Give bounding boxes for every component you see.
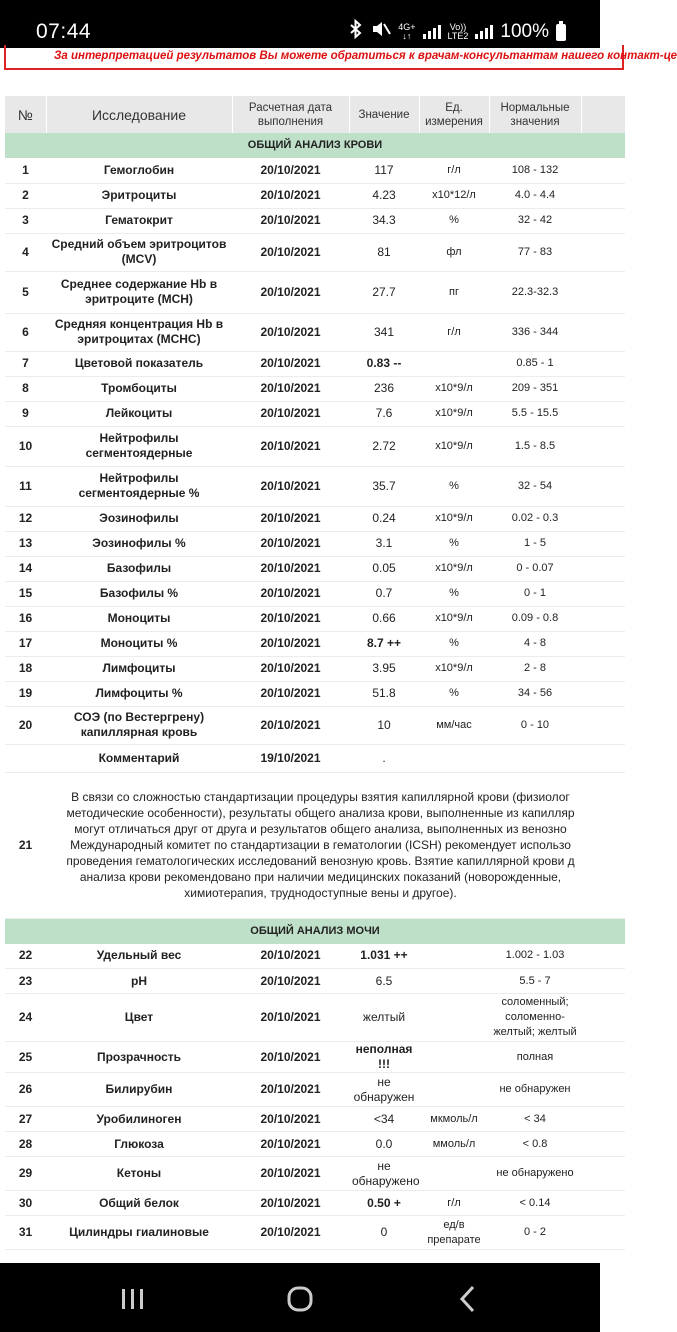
test-norm: 4 - 8 <box>489 631 581 656</box>
test-norm: 1.002 - 1.03 <box>489 944 581 969</box>
test-name: Среднее содержание Hb в эритроците (MCH) <box>46 271 232 313</box>
test-norm: 209 - 351 <box>489 376 581 401</box>
row-extra <box>581 1216 625 1250</box>
table-row <box>5 531 625 556</box>
test-date: 20/10/2021 <box>232 606 349 631</box>
bluetooth-icon <box>348 20 364 44</box>
row-number: 21 <box>5 772 46 918</box>
test-unit: г/л <box>419 1191 489 1216</box>
test-date: 20/10/2021 <box>232 376 349 401</box>
test-name: Средняя концентрация Hb в эритроцитах (MCHC) <box>46 313 232 351</box>
navigation-bar <box>0 1263 600 1332</box>
test-value: 6.5 <box>349 969 419 994</box>
test-date: 20/10/2021 <box>232 681 349 706</box>
test-norm: не обнаружен <box>489 1073 581 1107</box>
test-date: 20/10/2021 <box>232 466 349 506</box>
test-unit <box>419 744 489 772</box>
header-norm: Нормальные значения <box>489 96 581 133</box>
row-number: 14 <box>5 556 46 581</box>
test-name: Эозинофилы % <box>46 531 232 556</box>
row-number: 31 <box>5 1216 46 1250</box>
row-extra <box>581 1107 625 1132</box>
test-date: 20/10/2021 <box>232 1216 349 1250</box>
test-value: . <box>349 744 419 772</box>
test-norm: 22.3-32.3 <box>489 271 581 313</box>
test-date: 20/10/2021 <box>232 656 349 681</box>
test-value: 34.3 <box>349 208 419 233</box>
test-date: 20/10/2021 <box>232 208 349 233</box>
comment-line: химиотерапия, труднодоступные вены и другое). <box>184 886 457 900</box>
test-norm: 336 - 344 <box>489 313 581 351</box>
test-name: Эритроциты <box>46 183 232 208</box>
test-norm: не обнаружено <box>489 1157 581 1191</box>
comment-line: В связи со сложностью стандартизации процедуры взятия капиллярной крови (физиолог <box>71 790 570 804</box>
test-name: Цвет <box>46 994 232 1042</box>
test-unit: x10*9/л <box>419 506 489 531</box>
test-norm <box>489 744 581 772</box>
test-value: желтый <box>349 994 419 1042</box>
test-name: СОЭ (по Вестергрену) капиллярная кровь <box>46 706 232 744</box>
row-extra <box>581 426 625 466</box>
table-row <box>5 1191 625 1216</box>
test-unit: x10*9/л <box>419 606 489 631</box>
row-extra <box>581 183 625 208</box>
test-value: 0.66 <box>349 606 419 631</box>
test-norm: < 0.8 <box>489 1132 581 1157</box>
test-unit: x10*9/л <box>419 556 489 581</box>
test-date: 20/10/2021 <box>232 994 349 1042</box>
test-value: 0.83 -- <box>349 351 419 376</box>
test-unit: % <box>419 466 489 506</box>
table-row <box>5 158 625 183</box>
test-unit: мм/час <box>419 706 489 744</box>
row-number: 12 <box>5 506 46 531</box>
test-norm: соломенный; соломенно-желтый; желтый <box>489 994 581 1042</box>
row-number: 11 <box>5 466 46 506</box>
test-norm: 34 - 56 <box>489 681 581 706</box>
table-row <box>5 969 625 994</box>
test-value: 3.1 <box>349 531 419 556</box>
test-name: Гемоглобин <box>46 158 232 183</box>
recent-apps-icon <box>113 1281 153 1317</box>
row-extra <box>581 969 625 994</box>
table-row <box>5 351 625 376</box>
table-row <box>5 1107 625 1132</box>
mute-icon <box>371 20 391 44</box>
test-name: Базофилы % <box>46 581 232 606</box>
section-blood <box>5 133 625 158</box>
clock: 07:44 <box>36 20 92 43</box>
row-number: 8 <box>5 376 46 401</box>
table-row <box>5 1216 625 1250</box>
row-extra <box>581 506 625 531</box>
test-unit: x10*9/л <box>419 426 489 466</box>
status-icons <box>348 20 566 44</box>
row-number: 16 <box>5 606 46 631</box>
row-extra <box>581 401 625 426</box>
row-extra <box>581 233 625 271</box>
table-row <box>5 744 625 772</box>
test-name: Тромбоциты <box>46 376 232 401</box>
row-number <box>5 744 46 772</box>
test-norm: 0 - 0.07 <box>489 556 581 581</box>
test-value: 8.7 ++ <box>349 631 419 656</box>
test-name: Моноциты % <box>46 631 232 656</box>
row-number: 17 <box>5 631 46 656</box>
comment-line: могут отличаться друг от друга и результатов общего анализа, выполненных из венозно <box>74 822 567 836</box>
test-value: 35.7 <box>349 466 419 506</box>
test-name: Лимфоциты <box>46 656 232 681</box>
test-name: Уробилиноген <box>46 1107 232 1132</box>
test-date: 19/10/2021 <box>232 744 349 772</box>
table-row <box>5 631 625 656</box>
test-value: 1.031 ++ <box>349 944 419 969</box>
test-date: 20/10/2021 <box>232 581 349 606</box>
row-number: 7 <box>5 351 46 376</box>
test-norm: 0 - 10 <box>489 706 581 744</box>
test-value: 3.95 <box>349 656 419 681</box>
table-row <box>5 401 625 426</box>
test-norm: 0.02 - 0.3 <box>489 506 581 531</box>
row-extra <box>581 1191 625 1216</box>
table-row <box>5 1073 625 1107</box>
row-number: 5 <box>5 271 46 313</box>
section-title: ОБЩИЙ АНАЛИЗ КРОВИ <box>5 133 625 158</box>
test-value: 81 <box>349 233 419 271</box>
test-unit: г/л <box>419 313 489 351</box>
test-date: 20/10/2021 <box>232 183 349 208</box>
test-date: 20/10/2021 <box>232 1042 349 1073</box>
test-norm: полная <box>489 1042 581 1073</box>
row-number: 30 <box>5 1191 46 1216</box>
row-extra <box>581 581 625 606</box>
row-extra <box>581 606 625 631</box>
test-date: 20/10/2021 <box>232 351 349 376</box>
test-name: Нейтрофилы сегментоядерные % <box>46 466 232 506</box>
row-extra <box>581 1073 625 1107</box>
row-number: 20 <box>5 706 46 744</box>
test-value: 7.6 <box>349 401 419 426</box>
results-table-wrapper[interactable] <box>5 96 625 1250</box>
row-extra <box>581 158 625 183</box>
table-row <box>5 656 625 681</box>
row-number: 6 <box>5 313 46 351</box>
test-value: 2.72 <box>349 426 419 466</box>
test-name: Удельный вес <box>46 944 232 969</box>
row-number: 3 <box>5 208 46 233</box>
table-row <box>5 581 625 606</box>
test-name: Моноциты <box>46 606 232 631</box>
test-norm: < 0.14 <box>489 1191 581 1216</box>
test-date: 20/10/2021 <box>232 271 349 313</box>
test-norm: 5.5 - 15.5 <box>489 401 581 426</box>
row-number: 13 <box>5 531 46 556</box>
test-date: 20/10/2021 <box>232 556 349 581</box>
test-name: Средний объем эритроцитов (MCV) <box>46 233 232 271</box>
test-value: 0.0 <box>349 1132 419 1157</box>
test-date: 20/10/2021 <box>232 506 349 531</box>
signal-icon-1 <box>423 25 441 39</box>
test-date: 20/10/2021 <box>232 426 349 466</box>
row-extra <box>581 531 625 556</box>
battery-icon <box>556 24 566 41</box>
row-number: 24 <box>5 994 46 1042</box>
row-number: 10 <box>5 426 46 466</box>
table-row <box>5 1157 625 1191</box>
row-number: 2 <box>5 183 46 208</box>
test-value: 0.50 + <box>349 1191 419 1216</box>
test-name: Нейтрофилы сегментоядерные <box>46 426 232 466</box>
section-urine <box>5 918 625 944</box>
consultation-notice: За интерпретацией результатов Вы можете обратиться к врачам-консультантам нашего контакт-це <box>4 45 624 70</box>
back-button[interactable] <box>448 1281 488 1317</box>
table-row <box>5 183 625 208</box>
test-unit: фл <box>419 233 489 271</box>
test-unit: % <box>419 531 489 556</box>
test-name: Цветовой показатель <box>46 351 232 376</box>
comment-line: анализа крови рекомендовано при наличии медицинских показаний (новорожденные, <box>79 870 562 884</box>
comment-text <box>46 772 625 918</box>
row-number: 1 <box>5 158 46 183</box>
test-name: Кетоны <box>46 1157 232 1191</box>
network-type-icon: 4G+ ↓↑ <box>398 22 416 41</box>
table-row <box>5 233 625 271</box>
volte-icon: Vo)) LTE2 <box>447 22 469 41</box>
table-row <box>5 681 625 706</box>
table-header <box>5 96 625 133</box>
test-date: 20/10/2021 <box>232 944 349 969</box>
test-value: 0.05 <box>349 556 419 581</box>
test-unit: x10*9/л <box>419 656 489 681</box>
test-unit <box>419 1157 489 1191</box>
test-value: 51.8 <box>349 681 419 706</box>
row-number: 29 <box>5 1157 46 1191</box>
table-row <box>5 994 625 1042</box>
row-extra <box>581 706 625 744</box>
row-extra <box>581 351 625 376</box>
row-extra <box>581 1157 625 1191</box>
row-extra <box>581 271 625 313</box>
test-unit: % <box>419 581 489 606</box>
test-value: 10 <box>349 706 419 744</box>
test-name: Цилиндры гиалиновые <box>46 1216 232 1250</box>
test-value: 341 <box>349 313 419 351</box>
row-number: 19 <box>5 681 46 706</box>
test-norm: 1 - 5 <box>489 531 581 556</box>
header-num: № <box>5 96 46 133</box>
test-value: 117 <box>349 158 419 183</box>
section-title: ОБЩИЙ АНАЛИЗ МОЧИ <box>5 918 625 944</box>
test-date: 20/10/2021 <box>232 401 349 426</box>
test-norm: < 34 <box>489 1107 581 1132</box>
test-date: 20/10/2021 <box>232 1132 349 1157</box>
comment-line: методические особенности), результаты общего анализа крови, выполненные из капилляр <box>66 806 575 820</box>
table-row <box>5 606 625 631</box>
recent-apps-button[interactable] <box>113 1281 153 1317</box>
row-extra <box>581 631 625 656</box>
test-unit <box>419 994 489 1042</box>
test-unit: г/л <box>419 158 489 183</box>
table-row <box>5 944 625 969</box>
test-norm: 5.5 - 7 <box>489 969 581 994</box>
row-number: 27 <box>5 1107 46 1132</box>
test-unit: мкмоль/л <box>419 1107 489 1132</box>
test-norm: 0 - 2 <box>489 1216 581 1250</box>
table-row <box>5 426 625 466</box>
back-icon <box>448 1281 488 1317</box>
test-name: Прозрачность <box>46 1042 232 1073</box>
test-date: 20/10/2021 <box>232 313 349 351</box>
table-row <box>5 313 625 351</box>
test-date: 20/10/2021 <box>232 1107 349 1132</box>
test-value: не обнаружено <box>349 1157 419 1191</box>
status-bar <box>0 0 600 48</box>
row-number: 9 <box>5 401 46 426</box>
table-row <box>5 1132 625 1157</box>
row-extra <box>581 656 625 681</box>
test-date: 20/10/2021 <box>232 531 349 556</box>
row-extra <box>581 944 625 969</box>
row-number: 26 <box>5 1073 46 1107</box>
table-row <box>5 271 625 313</box>
test-date: 20/10/2021 <box>232 1191 349 1216</box>
comment-line: Международный комитет по стандартизации в гематологии (ICSH) рекомендует использо <box>70 838 571 852</box>
test-norm: 32 - 54 <box>489 466 581 506</box>
table-row <box>5 706 625 744</box>
table-row <box>5 208 625 233</box>
row-extra <box>581 466 625 506</box>
test-name: Комментарий <box>46 744 232 772</box>
test-date: 20/10/2021 <box>232 1073 349 1107</box>
row-number: 22 <box>5 944 46 969</box>
row-number: 18 <box>5 656 46 681</box>
table-row <box>5 376 625 401</box>
test-name: Глюкоза <box>46 1132 232 1157</box>
row-extra <box>581 681 625 706</box>
home-button[interactable] <box>280 1281 320 1317</box>
row-number: 15 <box>5 581 46 606</box>
table-row <box>5 466 625 506</box>
header-date: Расчетная дата выполнения <box>232 96 349 133</box>
test-name: Лимфоциты % <box>46 681 232 706</box>
test-date: 20/10/2021 <box>232 706 349 744</box>
test-value: 27.7 <box>349 271 419 313</box>
table-row <box>5 506 625 531</box>
test-norm: 0 - 1 <box>489 581 581 606</box>
test-name: pH <box>46 969 232 994</box>
test-value: <34 <box>349 1107 419 1132</box>
test-value: 4.23 <box>349 183 419 208</box>
test-date: 20/10/2021 <box>232 631 349 656</box>
test-norm: 108 - 132 <box>489 158 581 183</box>
header-unit: Ед. измерения <box>419 96 489 133</box>
test-value: не обнаружен <box>349 1073 419 1107</box>
home-icon <box>280 1281 320 1317</box>
comment-row <box>5 772 625 918</box>
test-date: 20/10/2021 <box>232 233 349 271</box>
table-row <box>5 1042 625 1073</box>
test-value: 236 <box>349 376 419 401</box>
test-norm: 0.85 - 1 <box>489 351 581 376</box>
test-norm: 1.5 - 8.5 <box>489 426 581 466</box>
test-date: 20/10/2021 <box>232 1157 349 1191</box>
header-extra <box>581 96 625 133</box>
test-value: 0.24 <box>349 506 419 531</box>
test-name: Общий белок <box>46 1191 232 1216</box>
row-extra <box>581 994 625 1042</box>
battery-percent: 100% <box>500 21 549 42</box>
test-value: неполная !!! <box>349 1042 419 1073</box>
signal-icon-2 <box>475 25 493 39</box>
test-unit <box>419 1073 489 1107</box>
row-extra <box>581 208 625 233</box>
test-value: 0 <box>349 1216 419 1250</box>
test-name: Гематокрит <box>46 208 232 233</box>
test-unit: x10*9/л <box>419 401 489 426</box>
test-unit: x10*12/л <box>419 183 489 208</box>
row-extra <box>581 313 625 351</box>
test-unit <box>419 1042 489 1073</box>
row-number: 28 <box>5 1132 46 1157</box>
test-unit: % <box>419 208 489 233</box>
test-name: Эозинофилы <box>46 506 232 531</box>
test-unit: % <box>419 631 489 656</box>
table-row <box>5 556 625 581</box>
test-name: Билирубин <box>46 1073 232 1107</box>
row-extra <box>581 1042 625 1073</box>
test-date: 20/10/2021 <box>232 158 349 183</box>
row-extra <box>581 376 625 401</box>
row-extra <box>581 1132 625 1157</box>
test-unit: x10*9/л <box>419 376 489 401</box>
comment-line: проведения гематологических исследований венозную кровь. Взятие капиллярной крови д <box>66 854 575 868</box>
row-extra <box>581 744 625 772</box>
header-value: Значение <box>349 96 419 133</box>
test-norm: 77 - 83 <box>489 233 581 271</box>
row-number: 4 <box>5 233 46 271</box>
test-norm: 2 - 8 <box>489 656 581 681</box>
row-extra <box>581 556 625 581</box>
row-number: 25 <box>5 1042 46 1073</box>
test-norm: 4.0 - 4.4 <box>489 183 581 208</box>
results-table <box>5 96 626 1250</box>
test-norm: 0.09 - 0.8 <box>489 606 581 631</box>
test-unit <box>419 969 489 994</box>
test-unit: % <box>419 681 489 706</box>
row-number: 23 <box>5 969 46 994</box>
test-date: 20/10/2021 <box>232 969 349 994</box>
test-name: Базофилы <box>46 556 232 581</box>
header-test: Исследование <box>46 96 232 133</box>
test-unit: ммоль/л <box>419 1132 489 1157</box>
test-name: Лейкоциты <box>46 401 232 426</box>
test-norm: 32 - 42 <box>489 208 581 233</box>
test-unit: пг <box>419 271 489 313</box>
test-unit: ед/в препарате <box>419 1216 489 1250</box>
test-unit <box>419 944 489 969</box>
test-value: 0.7 <box>349 581 419 606</box>
test-unit <box>419 351 489 376</box>
